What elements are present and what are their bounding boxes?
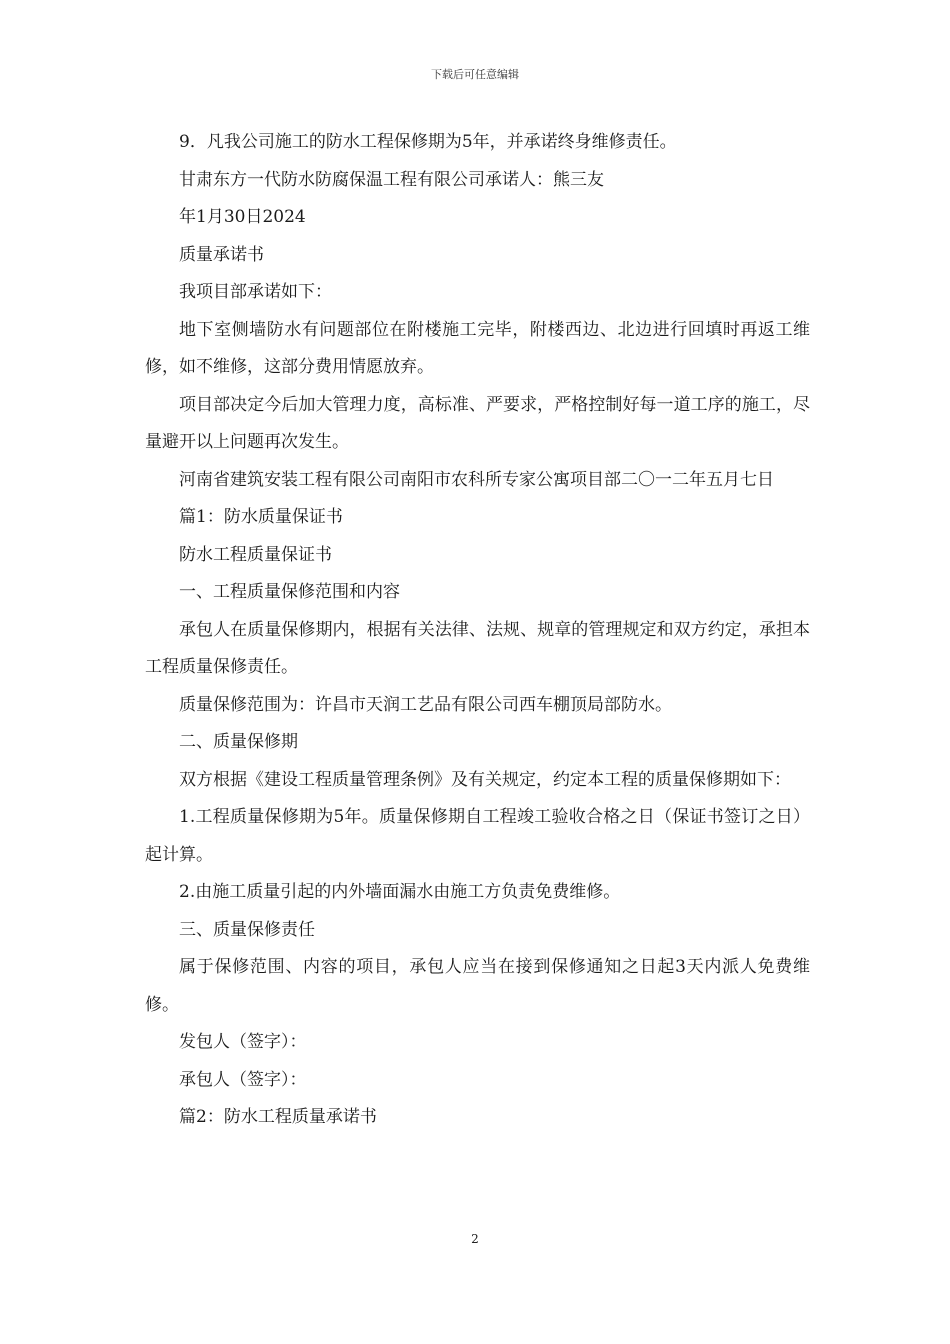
paragraph: 年1月30日2024 bbox=[179, 207, 306, 227]
paragraph: 1.工程质量保修期为5年。质量保修期自工程竣工验收合格之日（保证书签订之日）起计算。 bbox=[145, 807, 810, 865]
paragraph: 河南省建筑安装工程有限公司南阳市农科所专家公寓项目部二〇一二年五月七日 bbox=[179, 469, 774, 490]
paragraph: 属于保修范围、内容的项目，承包人应当在接到保修通知之日起3天内派人免费维修。 bbox=[145, 957, 810, 1015]
paragraph: 二、质量保修期 bbox=[179, 732, 298, 752]
paragraph: 甘肃东方一代防水防腐保温工程有限公司承诺人：熊三友 bbox=[179, 169, 604, 190]
paragraph: 三、质量保修责任 bbox=[179, 919, 315, 940]
page-header-note: 下载后可任意编辑 bbox=[431, 68, 519, 81]
paragraph: 承包人（签字）： bbox=[179, 1069, 307, 1090]
paragraph: 我项目部承诺如下： bbox=[179, 282, 332, 302]
paragraph: 质量承诺书 bbox=[179, 244, 264, 265]
paragraph: 双方根据《建设工程质量管理条例》及有关规定，约定本工程的质量保修期如下： bbox=[179, 769, 791, 790]
paragraph: 防水工程质量保证书 bbox=[179, 544, 332, 565]
paragraph: 9．凡我公司施工的防水工程保修期为5年，并承诺终身维修责任。 bbox=[179, 132, 677, 152]
paragraph: 项目部决定今后加大管理力度，高标准、严要求，严格控制好每一道工序的施工，尽量避开以上问题再次发生。 bbox=[145, 394, 810, 452]
paragraph: 承包人在质量保修期内，根据有关法律、法规、规章的管理规定和双方约定，承担本工程质量保修责任。 bbox=[145, 619, 810, 677]
document-body bbox=[145, 124, 810, 1137]
paragraph: 质量保修范围为：许昌市天润工艺品有限公司西车棚顶局部防水。 bbox=[179, 694, 672, 715]
paragraph: 发包人（签字）： bbox=[179, 1032, 307, 1052]
paragraph: 篇2：防水工程质量承诺书 bbox=[179, 1107, 377, 1127]
page-number: 2 bbox=[471, 1232, 479, 1246]
paragraph: 篇1：防水质量保证书 bbox=[179, 507, 343, 527]
paragraph: 2.由施工质量引起的内外墙面漏水由施工方负责免费维修。 bbox=[179, 882, 621, 902]
paragraph: 一、工程质量保修范围和内容 bbox=[179, 582, 400, 602]
paragraph: 地下室侧墙防水有问题部位在附楼施工完毕，附楼西边、北边进行回填时再返工维修，如不维修，这部分费用情愿放弃。 bbox=[145, 319, 810, 377]
